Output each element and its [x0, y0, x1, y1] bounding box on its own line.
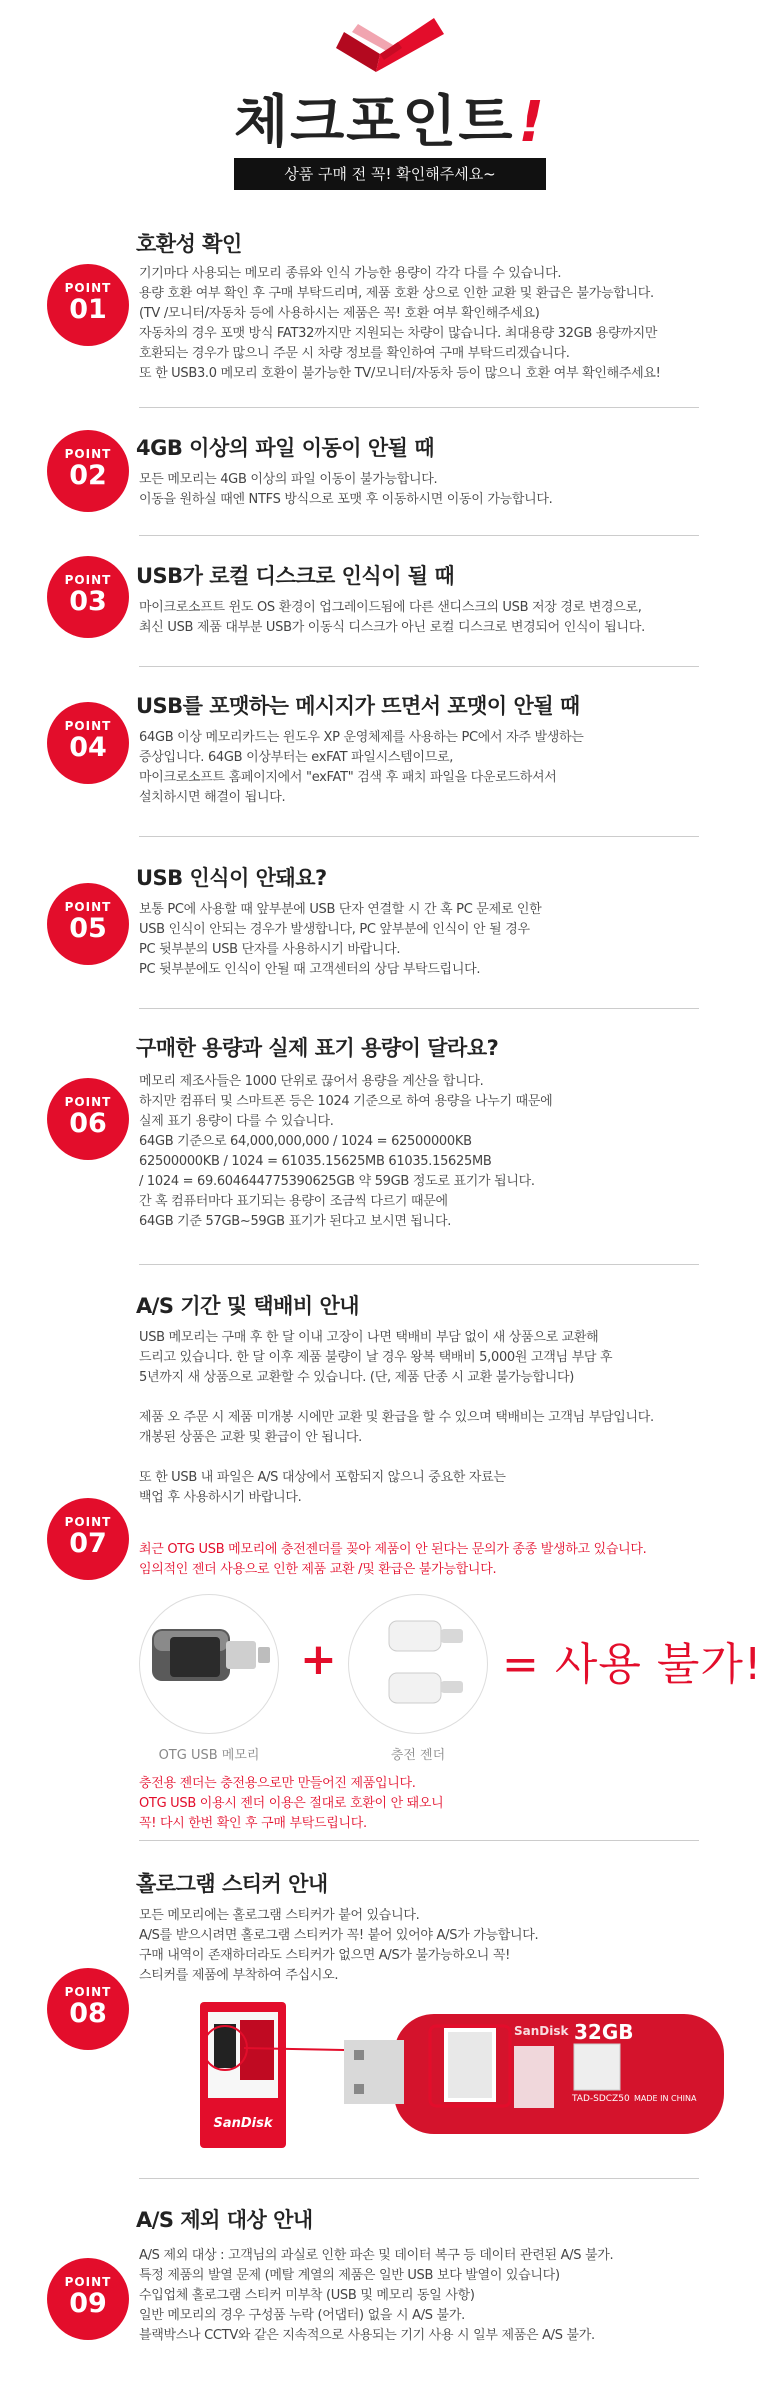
section-title-08: 홀로그램 스티커 안내 [136, 1872, 328, 1896]
package-brand-label: SanDisk [213, 2116, 273, 2131]
section-body-04: 64GB 이상 메모리카드는 윈도우 XP 운영체제를 사용하는 PC에서 자주 발생하는 증상입니다. 64GB 이상부터는 exFAT 파일시스템이므로, 마이크로소프트 홈페이지에서 "exFAT" 검색 후 패치 파일을 다운로드하셔서 설치하시면 해결이 됩니다. [139, 730, 584, 805]
section-divider [139, 407, 699, 408]
section-body-08: 모든 메모리에는 홀로그램 스티커가 붙어 있습니다. A/S를 받으시려면 홀로그램 스티커가 꼭! 붙어 있어야 A/S가 가능합니다. 구매 내역이 존재하더라도 스티커가 없으면 A/S가 불가능하오니 꼭! 스티커를 제품에 부착하여 주십시오. [139, 1908, 539, 1983]
section-title-06: 구매한 용량과 실제 표기 용량이 달라요? [136, 1036, 499, 1060]
point-badge-04: POINT 04 [47, 702, 129, 784]
section-divider [139, 1008, 699, 1009]
section-title-04: USB를 포맷하는 메시지가 뜨면서 포맷이 안될 때 [136, 694, 580, 718]
section-body-03: 마이크로소프트 윈도 OS 환경이 업그레이드됨에 다른 샌디스크의 USB 저장 경로 변경으로, 최신 USB 제품 대부분 USB가 이동식 디스크가 아닌 로컬 디스크로 변경되어 인식이 됩니다. [139, 600, 645, 635]
usb-brand-label: SanDisk [514, 2024, 569, 2038]
section-body-06: 메모리 제조사들은 1000 단위로 끊어서 용량을 계산을 합니다. 하지만 컴퓨터 및 스마트폰 등은 1024 기준으로 하여 용량을 나누기 때문에 실제 표기 용량이 다를 수 있습니다. 64GB 기준으로 64,000,000,000 / 1024 = 62500000KB 62500000KB / 1024 = 61035.15625MB 61035.15625MB / 1024 = 69.604644775390625GB 약 59GB 정도로 표기가 됩니다. 간 혹 컴퓨터마다 표기되는 용량이 조금씩 다르기 때문에 64GB 기준 57GB~59GB 표기가 된다고 보시면 됩니다. [139, 1074, 553, 1229]
section-body-09: A/S 제외 대상 : 고객님의 과실로 인한 파손 및 데이터 복구 등 데이터 관련된 A/S 불가. 특정 제품의 발열 문제 (메탈 계열의 제품은 일반 USB 보다 발열이 있습니다) 수입업체 홀로그램 스티커 미부착 (USB 및 메모리 동일 사항) 일반 메모리의 경우 구성품 누락 (어댑터) 없을 시 A/S 불가. 블랙박스나 CCTV와 같은 지속적으로 사용되는 기기 사용 시 일부 제품은 A/S 불가. [139, 2248, 614, 2343]
point-badge-05: POINT 05 [47, 883, 129, 965]
section-divider [139, 535, 699, 536]
usb-made-label: MADE IN CHINA [634, 2094, 697, 2103]
not-usable-label: = 사용 불가! [502, 1639, 763, 1690]
point-badge-09: POINT 09 [47, 2258, 129, 2340]
charging-gender-caption: 충전 젠더 [390, 1748, 446, 1763]
point-badge-01: POINT 01 [47, 264, 129, 346]
section-divider [139, 2178, 699, 2179]
point-badge-08: POINT 08 [47, 1968, 129, 2050]
section-title-02: 4GB 이상의 파일 이동이 안될 때 [136, 436, 435, 460]
section-divider [139, 1264, 699, 1265]
plus-sign: + [300, 1634, 337, 1685]
usb-capacity-label: 32GB [574, 2020, 634, 2044]
point-badge-06: POINT 06 [47, 1078, 129, 1160]
section-body-07: USB 메모리는 구매 후 한 달 이내 고장이 나면 택배비 부담 없이 새 상품으로 교환해 드리고 있습니다. 한 달 이후 제품 불량이 날 경우 왕복 택배비 5,000원 고객님 부담 후 5년까지 새 상품으로 교환할 수 있습니다. (단, 제품 단종 시 교환 불가능합니다) 제품 오 주문 시 제품 미개봉 시에만 교환 및 환급을 할 수 있으며 택배비는 고객님 부담입니다. 개봉된 상품은 교환 및 환급이 안 됩니다. 또 한 USB 내 파일은 A/S 대상에서 포함되지 않으니 중요한 자료는 백업 후 사용하시기 바랍니다. [139, 1330, 654, 1505]
section-title-05: USB 인식이 안돼요? [136, 866, 327, 890]
section-body-05: 보통 PC에 사용할 때 앞부분에 USB 단자 연결할 시 간 혹 PC 문제로 인한 USB 인식이 안되는 경우가 발생합니다, PC 앞부분에 인식이 안 될 경우 PC 뒷부분의 USB 단자를 사용하시기 바랍니다. PC 뒷부분에도 인식이 안될 때 고객센터의 상담 부탁드립니다. [139, 902, 542, 977]
section-warning-07: 최근 OTG USB 메모리에 충전젠더를 꽂아 제품이 안 된다는 문의가 종종 발생하고 있습니다. 임의적인 젠더 사용으로 인한 제품 교환 /및 환급은 불가능합니다. [139, 1542, 647, 1577]
point-badge-03: POINT 03 [47, 556, 129, 638]
section-body-01: 기기마다 사용되는 메모리 종류와 인식 가능한 용량이 각각 다를 수 있습니다. 용량 호환 여부 확인 후 구매 부탁드리며, 제품 호환 상으로 인한 교환 및 환급은 불가능합니다. (TV /모니터/자동차 등에 사용하시는 제품은 꼭! 호환 여부 확인해주세요) 자동차의 경우 포맷 방식 FAT32까지만 지원되는 차량이 많습니다. 최대용량 32GB 용량까지만 호환되는 경우가 많으니 주문 시 차량 정보를 확인하여 구매 부탁드리겠습니다. 또 한 USB3.0 메모리 호환이 불가능한 TV/모니터/자동차 등이 많으니 호환 여부 확인해주세요! [139, 266, 661, 381]
hologram-product-image [194, 1990, 734, 2160]
section-divider [139, 1840, 699, 1841]
section-divider [139, 666, 699, 667]
charging-gender-image [348, 1594, 488, 1734]
hero-header [0, 0, 780, 200]
section-title-09: A/S 제외 대상 안내 [136, 2208, 313, 2232]
otg-usb-image [139, 1594, 279, 1734]
section-divider [139, 836, 699, 837]
point-badge-02: POINT 02 [47, 430, 129, 512]
section-note-07: 충전용 젠더는 충전용으로만 만들어진 제품입니다. OTG USB 이용시 젠더 이용은 절대로 호환이 안 돼오니 꼭! 다시 한번 확인 후 구매 부탁드립니다. [139, 1776, 444, 1831]
section-body-02: 모든 메모리는 4GB 이상의 파일 이동이 불가능합니다. 이동을 원하실 때엔 NTFS 방식으로 포맷 후 이동하시면 이동이 가능합니다. [139, 472, 553, 507]
point-badge-07: POINT 07 [47, 1498, 129, 1580]
section-title-01: 호환성 확인 [136, 232, 242, 256]
page-title: 체크포인트! [233, 90, 547, 155]
page-subtitle: 상품 구매 전 꼭! 확인해주세요~ [234, 158, 546, 190]
otg-usb-caption: OTG USB 메모리 [158, 1748, 260, 1763]
checkmark-icon [336, 14, 444, 76]
section-title-03: USB가 로컬 디스크로 인식이 될 때 [136, 564, 455, 588]
usb-model-label: TAD-SDCZ50 [572, 2094, 630, 2104]
section-title-07: A/S 기간 및 택배비 안내 [136, 1294, 360, 1318]
